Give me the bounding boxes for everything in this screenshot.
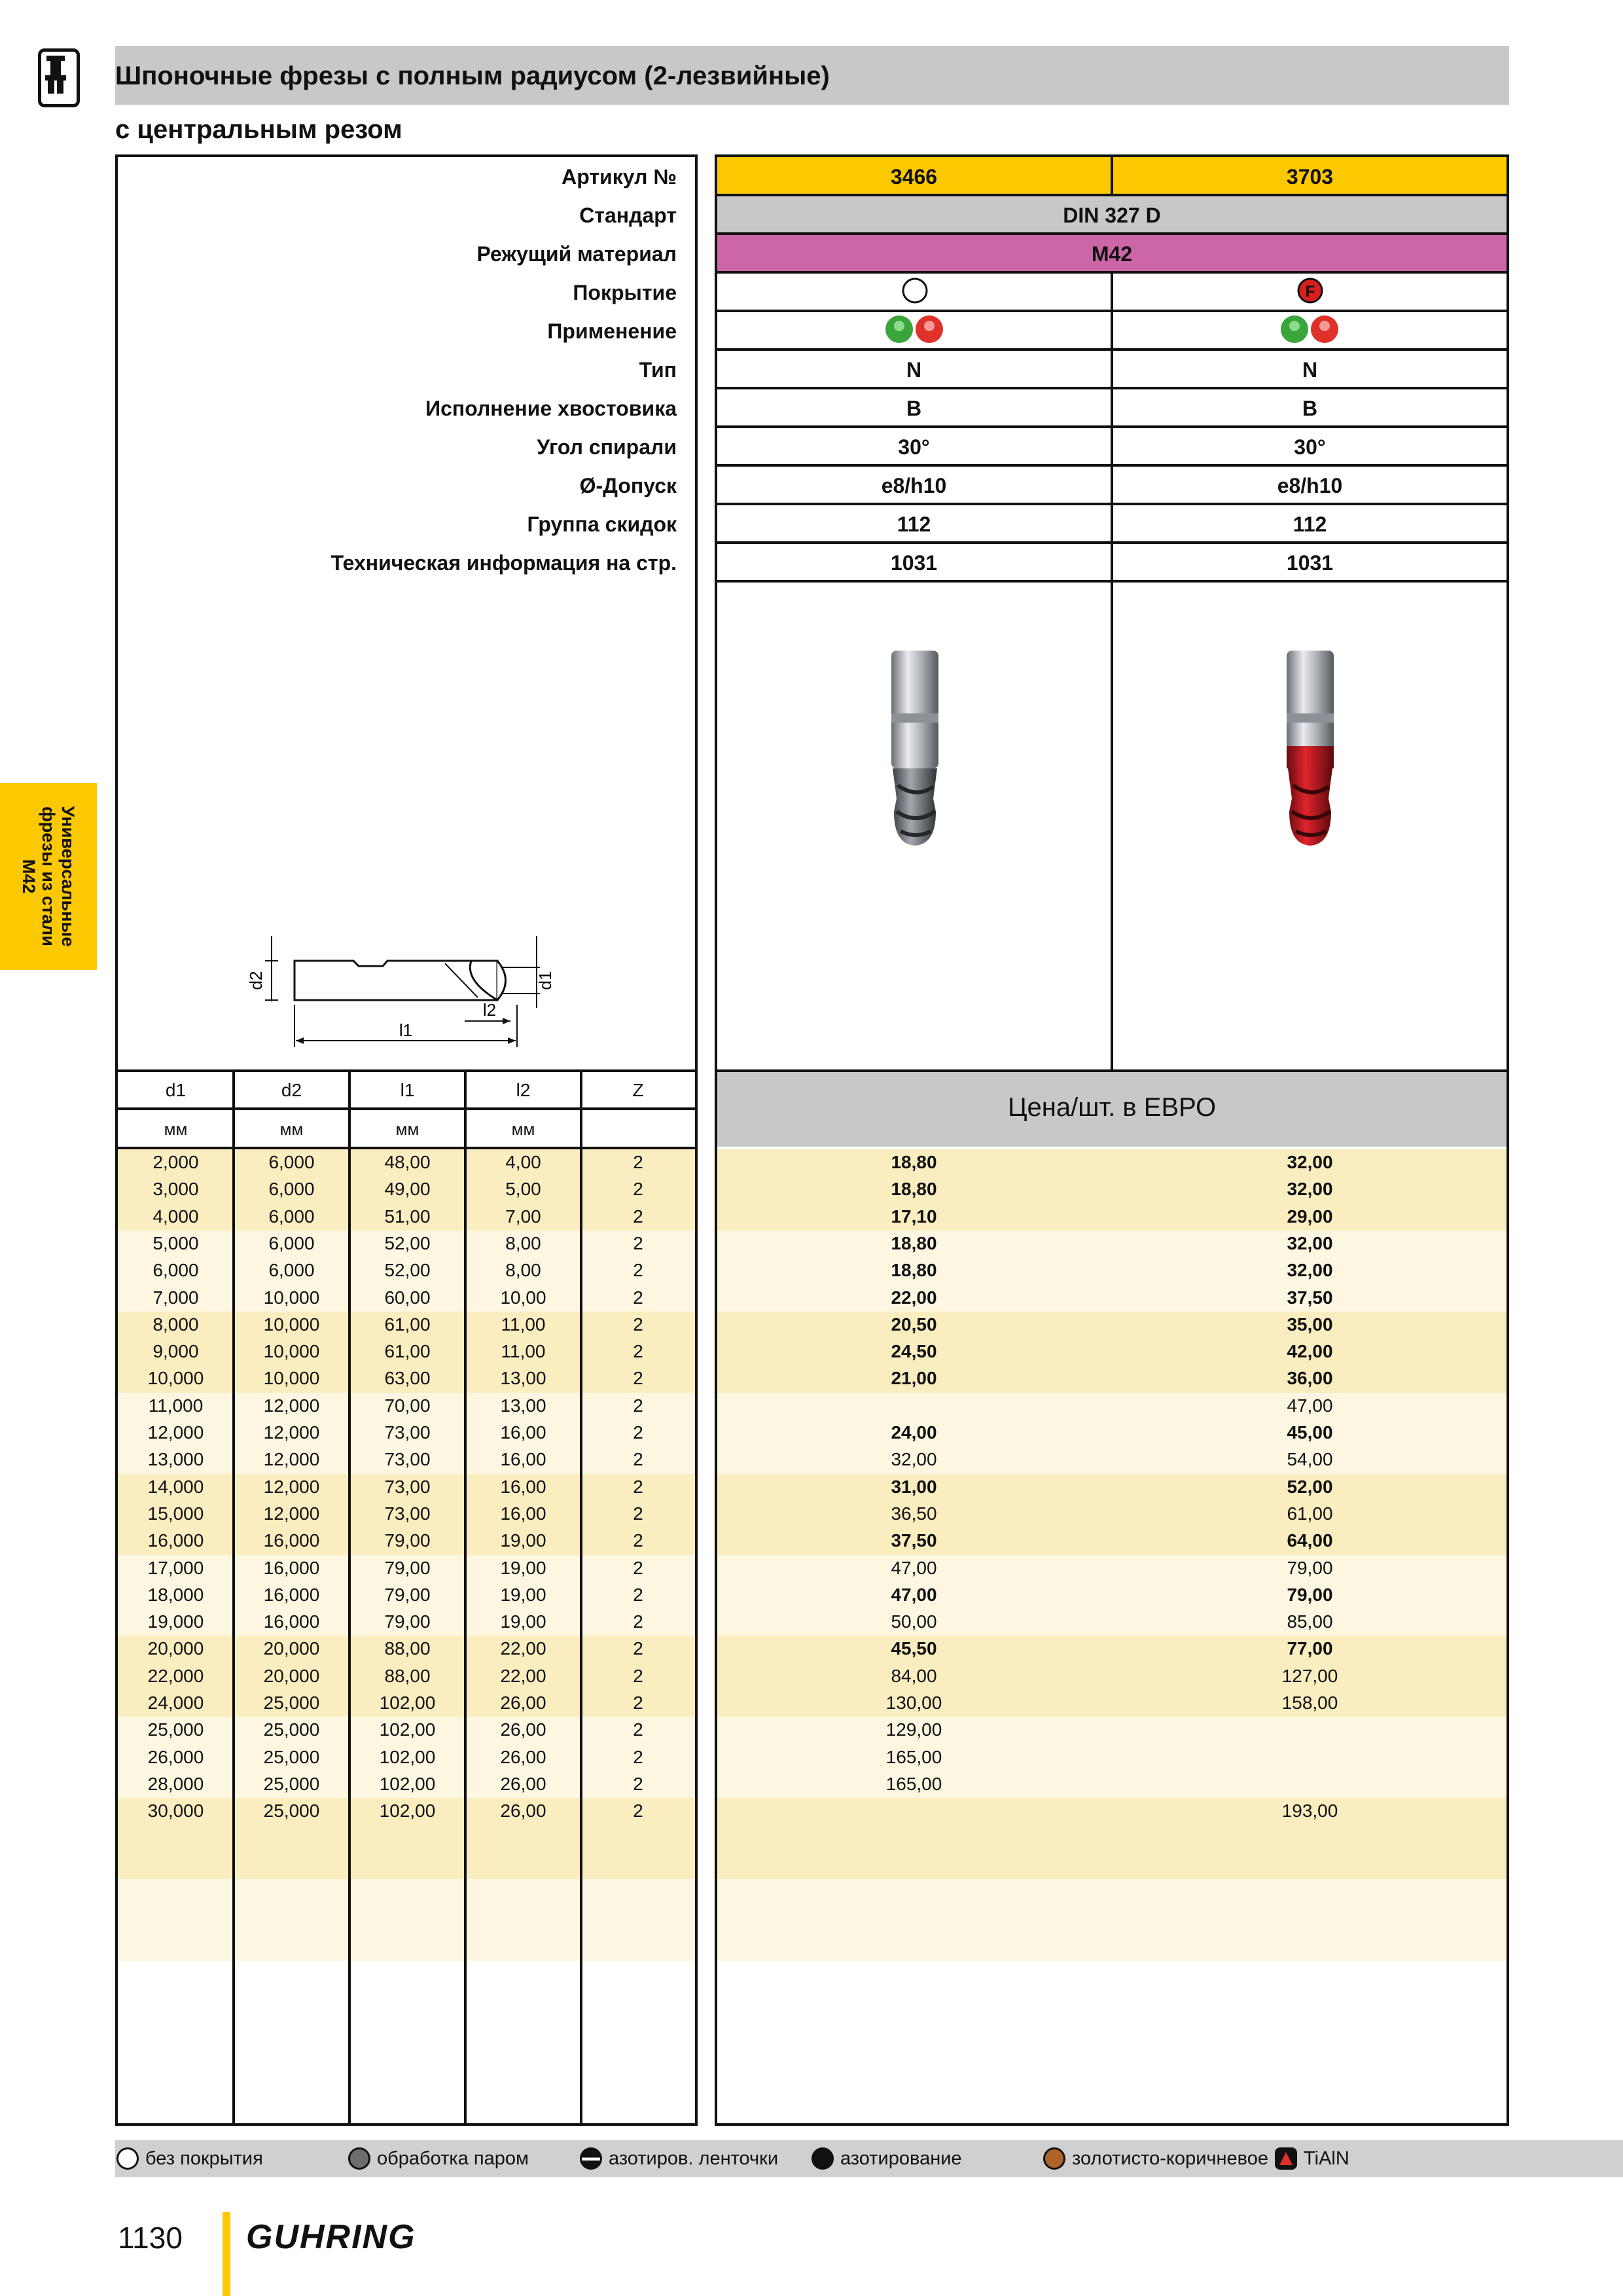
price-cell: 45,00 — [1287, 1422, 1333, 1443]
brand-logo-icon — [38, 48, 80, 107]
legend-label: обработка паром — [377, 2148, 529, 2169]
table-cell: 61,00 — [384, 1341, 431, 1362]
discount-value-3466: 112 — [897, 512, 931, 536]
price-cell: 24,00 — [891, 1422, 937, 1443]
table-cell: 10,00 — [500, 1287, 546, 1308]
price-cell: 32,00 — [1287, 1179, 1333, 1200]
column-divider — [348, 1072, 351, 2123]
table-cell: 13,00 — [500, 1395, 546, 1416]
table-cell: 22,00 — [500, 1638, 546, 1659]
table-cell: 2 — [633, 1665, 643, 1686]
table-row-band — [118, 1852, 695, 1880]
table-cell: 6,000 — [268, 1260, 315, 1281]
table-cell: 102,00 — [379, 1693, 436, 1713]
table-cell: 20,000 — [263, 1665, 320, 1686]
techinfo-value-3703: 1031 — [1286, 551, 1334, 575]
article-number-3466: 3466 — [890, 165, 938, 188]
price-row-band — [717, 1825, 1507, 1853]
tool-dimension-drawing — [246, 923, 576, 1054]
table-cell: 2 — [633, 1341, 643, 1362]
table-cell: 19,000 — [147, 1611, 204, 1632]
price-cell: 193,00 — [1281, 1801, 1338, 1821]
table-cell: 88,00 — [384, 1665, 431, 1686]
table-cell: 22,00 — [500, 1665, 546, 1686]
table-cell: 2 — [633, 1557, 643, 1578]
nitrided-land-icon — [580, 2147, 602, 2170]
legend-item — [348, 2140, 529, 2177]
price-cell: 17,10 — [891, 1206, 937, 1227]
price-cell: 129,00 — [885, 1719, 942, 1740]
table-cell: 8,000 — [152, 1314, 199, 1335]
table-cell: 25,000 — [263, 1693, 320, 1713]
page-number: 1130 — [118, 2221, 183, 2255]
price-cell: 84,00 — [891, 1665, 937, 1686]
price-cell: 64,00 — [1287, 1530, 1333, 1551]
label-application: Применение — [547, 319, 677, 343]
table-cell: 2 — [633, 1287, 643, 1308]
legend-item — [1043, 2140, 1268, 2177]
price-cell: 36,50 — [891, 1503, 937, 1524]
price-cell: 18,80 — [891, 1232, 937, 1253]
price-cell: 18,80 — [891, 1152, 937, 1172]
legend-label: золотисто-коричневое — [1072, 2148, 1268, 2169]
table-cell: 73,00 — [384, 1449, 431, 1470]
table-cell: 16,000 — [263, 1611, 320, 1632]
table-cell: 5,00 — [505, 1179, 541, 1200]
table-cell: 10,000 — [263, 1287, 320, 1308]
table-cell: 73,00 — [384, 1422, 431, 1443]
helix-value-3703: 30° — [1294, 435, 1326, 459]
table-cell: 4,000 — [152, 1206, 199, 1227]
table-cell: 24,000 — [147, 1693, 204, 1713]
table-cell: 2 — [633, 1693, 643, 1713]
price-cell: 32,00 — [1287, 1232, 1333, 1253]
price-cell: 47,00 — [891, 1584, 937, 1605]
table-cell: 2 — [633, 1476, 643, 1497]
table-cell: 14,000 — [147, 1476, 204, 1497]
label-shank: Исполнение хвостовика — [425, 397, 677, 420]
table-cell: 19,00 — [500, 1584, 546, 1605]
table-row-band — [118, 1825, 695, 1853]
price-cell: 36,00 — [1287, 1368, 1333, 1389]
price-cell: 45,50 — [891, 1638, 937, 1659]
price-cell: 32,00 — [1287, 1152, 1333, 1172]
table-cell: 12,000 — [263, 1503, 320, 1524]
shank-value-3466: B — [906, 397, 922, 420]
brand-wordmark: GUHRING — [246, 2218, 416, 2256]
price-row-band — [717, 1933, 1507, 1961]
coating-f-letter: F — [1305, 283, 1315, 300]
header-l1: l1 — [400, 1080, 415, 1100]
header-l2: l2 — [516, 1080, 531, 1100]
table-cell: 48,00 — [384, 1152, 431, 1172]
price-cell: 165,00 — [885, 1746, 942, 1767]
price-cell: 37,50 — [1287, 1287, 1333, 1308]
label-article: Артикул № — [562, 165, 677, 188]
table-cell: 2 — [633, 1530, 643, 1551]
table-cell: 73,00 — [384, 1476, 431, 1497]
dim-l2-label: l2 — [482, 1000, 497, 1020]
legend-label: азотирование — [840, 2148, 962, 2169]
table-cell: 26,00 — [500, 1693, 546, 1713]
table-cell: 20,000 — [263, 1638, 320, 1659]
table-cell: 2 — [633, 1314, 643, 1335]
table-cell: 12,000 — [263, 1422, 320, 1443]
price-cell: 52,00 — [1287, 1476, 1333, 1497]
standard-value: DIN 327 D — [1063, 204, 1161, 227]
table-cell: 11,000 — [148, 1395, 204, 1416]
application-dots-icon — [1277, 314, 1343, 344]
table-cell: 63,00 — [384, 1368, 431, 1389]
price-cell: 79,00 — [1287, 1557, 1333, 1578]
product-image-3466 — [877, 648, 955, 857]
table-cell: 19,00 — [500, 1611, 546, 1632]
price-cell: 22,00 — [891, 1287, 937, 1308]
label-discount: Группа скидок — [527, 512, 677, 536]
table-cell: 2 — [633, 1503, 643, 1524]
table-cell: 2 — [633, 1422, 643, 1443]
column-divider — [232, 1072, 235, 2123]
table-cell: 26,00 — [500, 1719, 546, 1740]
label-coating: Покрытие — [573, 281, 677, 304]
table-cell: 52,00 — [384, 1260, 431, 1281]
unit-l2: мм — [511, 1119, 535, 1139]
table-cell: 11,00 — [501, 1341, 546, 1362]
table-cell: 7,000 — [152, 1287, 199, 1308]
table-cell: 2 — [633, 1638, 643, 1659]
price-cell: 35,00 — [1287, 1314, 1333, 1335]
table-cell: 25,000 — [263, 1773, 320, 1794]
table-cell: 60,00 — [384, 1287, 431, 1308]
table-cell: 30,000 — [147, 1801, 204, 1821]
table-cell: 10,000 — [263, 1368, 320, 1389]
table-row-band — [118, 1906, 695, 1933]
label-material: Режущий материал — [476, 242, 677, 266]
tolerance-value-3466: e8/h10 — [881, 474, 947, 497]
table-cell: 28,000 — [147, 1773, 204, 1794]
price-cell: 21,00 — [891, 1368, 937, 1389]
table-cell: 26,00 — [500, 1773, 546, 1794]
unit-l1: мм — [395, 1119, 419, 1139]
label-techinfo: Техническая информация на стр. — [330, 551, 677, 575]
price-row-band — [717, 1906, 1507, 1933]
price-cell: 31,00 — [891, 1476, 937, 1497]
table-cell: 16,00 — [500, 1503, 546, 1524]
table-cell: 79,00 — [384, 1611, 431, 1632]
dim-d1-label: d1 — [535, 971, 555, 990]
header-z: Z — [632, 1080, 644, 1100]
table-cell: 16,00 — [500, 1476, 546, 1497]
label-helix: Угол спирали — [537, 435, 677, 459]
table-cell: 20,000 — [147, 1638, 204, 1659]
material-value: M42 — [1091, 242, 1133, 266]
table-cell: 6,000 — [268, 1152, 315, 1172]
steam-treated-icon — [348, 2147, 370, 2170]
price-cell: 20,50 — [891, 1314, 937, 1335]
table-cell: 26,00 — [500, 1746, 546, 1767]
table-cell: 25,000 — [263, 1719, 320, 1740]
label-tolerance: Ø-Допуск — [579, 474, 677, 497]
table-cell: 2 — [633, 1206, 643, 1227]
table-cell: 2 — [633, 1801, 643, 1821]
price-cell: 42,00 — [1287, 1341, 1333, 1362]
table-cell: 2 — [633, 1368, 643, 1389]
table-cell: 12,000 — [263, 1449, 320, 1470]
table-cell: 3,000 — [152, 1179, 199, 1200]
price-cell: 32,00 — [891, 1449, 937, 1470]
type-value-3466: N — [906, 358, 922, 382]
table-cell: 12,000 — [263, 1395, 320, 1416]
table-cell: 2 — [633, 1746, 643, 1767]
table-cell: 9,000 — [152, 1341, 199, 1362]
table-cell: 19,00 — [500, 1557, 546, 1578]
price-cell: 165,00 — [885, 1773, 942, 1794]
discount-value-3703: 112 — [1293, 512, 1327, 536]
legend-label: TiAlN — [1304, 2148, 1349, 2169]
price-cell: 79,00 — [1287, 1584, 1333, 1605]
label-type: Тип — [639, 358, 677, 382]
price-cell: 32,00 — [1287, 1260, 1333, 1281]
price-cell: 127,00 — [1281, 1665, 1338, 1686]
table-cell: 17,000 — [147, 1557, 204, 1578]
table-cell: 25,000 — [263, 1801, 320, 1821]
price-cell: 61,00 — [1287, 1503, 1333, 1524]
table-cell: 8,00 — [505, 1260, 541, 1281]
table-cell: 61,00 — [384, 1314, 431, 1335]
table-cell: 102,00 — [379, 1801, 436, 1821]
dim-l1-label: l1 — [399, 1020, 413, 1040]
table-cell: 2 — [633, 1152, 643, 1172]
table-cell: 16,00 — [500, 1449, 546, 1470]
legend-item — [1275, 2140, 1349, 2177]
table-cell: 10,000 — [263, 1341, 320, 1362]
table-cell: 25,000 — [263, 1746, 320, 1767]
table-cell: 16,000 — [147, 1530, 204, 1551]
table-row-band — [118, 1933, 695, 1961]
table-cell: 18,000 — [147, 1584, 204, 1605]
type-value-3703: N — [1302, 358, 1318, 382]
unit-d1: мм — [164, 1119, 188, 1139]
table-cell: 2 — [633, 1611, 643, 1632]
page-subtitle: с центральным резом — [115, 115, 402, 144]
table-cell: 2 — [633, 1584, 643, 1605]
table-cell: 15,000 — [147, 1503, 204, 1524]
table-cell: 6,000 — [268, 1206, 315, 1227]
table-cell: 79,00 — [384, 1584, 431, 1605]
table-cell: 16,00 — [500, 1422, 546, 1443]
table-cell: 49,00 — [384, 1179, 431, 1200]
techinfo-value-3466: 1031 — [890, 551, 938, 575]
table-cell: 2 — [633, 1449, 643, 1470]
price-cell: 47,00 — [891, 1557, 937, 1578]
table-cell: 22,000 — [147, 1665, 204, 1686]
price-cell: 54,00 — [1287, 1449, 1333, 1470]
table-cell: 2 — [633, 1719, 643, 1740]
table-cell: 2 — [633, 1395, 643, 1416]
price-cell: 37,50 — [891, 1530, 937, 1551]
table-cell: 26,00 — [500, 1801, 546, 1821]
price-cell: 85,00 — [1287, 1611, 1333, 1632]
table-cell: 13,00 — [500, 1368, 546, 1389]
table-cell: 25,000 — [147, 1719, 204, 1740]
helix-value-3466: 30° — [898, 435, 930, 459]
table-cell: 2,000 — [152, 1152, 199, 1172]
price-cell: 18,80 — [891, 1260, 937, 1281]
column-divider — [464, 1072, 467, 2123]
page-title: Шпоночные фрезы с полным радиусом (2-лезвийные) — [115, 62, 830, 90]
legend-item — [812, 2140, 962, 2177]
price-cell: 18,80 — [891, 1179, 937, 1200]
table-cell: 7,00 — [505, 1206, 541, 1227]
table-cell: 16,000 — [263, 1557, 320, 1578]
table-cell: 16,000 — [263, 1584, 320, 1605]
header-d2: d2 — [281, 1080, 302, 1100]
price-cell: 158,00 — [1281, 1693, 1338, 1713]
table-cell: 11,00 — [501, 1314, 546, 1335]
table-cell: 16,000 — [263, 1530, 320, 1551]
product-image-3703 — [1272, 648, 1351, 857]
table-cell: 73,00 — [384, 1503, 431, 1524]
legend-label: без покрытия — [145, 2148, 263, 2169]
tialn-icon — [1275, 2147, 1297, 2170]
price-cell: 47,00 — [1287, 1395, 1333, 1416]
dim-d2-label: d2 — [246, 971, 266, 990]
nitrided-icon — [812, 2147, 834, 2170]
legend-item — [116, 2140, 263, 2177]
table-cell: 2 — [633, 1260, 643, 1281]
table-cell: 102,00 — [379, 1719, 436, 1740]
header-d1: d1 — [165, 1080, 187, 1100]
table-cell: 6,000 — [268, 1179, 315, 1200]
column-divider — [580, 1072, 582, 2123]
gold-brown-icon — [1043, 2147, 1065, 2170]
footer-accent-bar — [223, 2212, 230, 2296]
legend-item — [580, 2140, 778, 2177]
table-cell: 2 — [633, 1179, 643, 1200]
table-cell: 10,000 — [147, 1368, 204, 1389]
table-cell: 52,00 — [384, 1232, 431, 1253]
coating-f-icon — [1296, 277, 1324, 304]
table-cell: 70,00 — [384, 1395, 431, 1416]
table-cell: 51,00 — [384, 1206, 431, 1227]
price-cell: 130,00 — [885, 1693, 942, 1713]
category-side-tab-label: Универсальные фрезы из стали M42 — [19, 806, 78, 947]
table-cell: 10,000 — [263, 1314, 320, 1335]
table-cell: 79,00 — [384, 1530, 431, 1551]
tolerance-value-3703: e8/h10 — [1277, 474, 1343, 497]
table-cell: 12,000 — [147, 1422, 204, 1443]
table-cell: 88,00 — [384, 1638, 431, 1659]
table-cell: 13,000 — [147, 1449, 204, 1470]
table-cell: 19,00 — [500, 1530, 546, 1551]
uncoated-circle-icon — [116, 2147, 139, 2170]
price-header: Цена/шт. в ЕВРО — [1007, 1093, 1217, 1122]
table-cell: 8,00 — [505, 1232, 541, 1253]
legend-label: азотиров. ленточки — [609, 2148, 779, 2169]
price-row-band — [717, 1852, 1507, 1880]
table-row-band — [118, 1879, 695, 1907]
table-cell: 2 — [633, 1232, 643, 1253]
table-cell: 79,00 — [384, 1557, 431, 1578]
uncoated-circle-icon — [901, 277, 929, 304]
table-cell: 26,000 — [147, 1746, 204, 1767]
application-dots-icon — [882, 314, 948, 344]
table-cell: 5,000 — [152, 1232, 199, 1253]
table-cell: 6,000 — [152, 1260, 199, 1281]
price-row-band — [717, 1879, 1507, 1907]
price-cell: 24,50 — [891, 1341, 937, 1362]
article-number-3703: 3703 — [1286, 165, 1334, 188]
price-cell: 77,00 — [1287, 1638, 1333, 1659]
table-cell: 102,00 — [379, 1773, 436, 1794]
label-standard: Стандарт — [579, 204, 677, 227]
table-cell: 4,00 — [505, 1152, 541, 1172]
table-cell: 2 — [633, 1773, 643, 1794]
shank-value-3703: B — [1302, 397, 1318, 420]
price-cell: 29,00 — [1287, 1206, 1333, 1227]
table-cell: 12,000 — [263, 1476, 320, 1497]
table-cell: 6,000 — [268, 1232, 315, 1253]
price-cell: 50,00 — [891, 1611, 937, 1632]
unit-d2: мм — [279, 1119, 304, 1139]
table-cell: 102,00 — [379, 1746, 436, 1767]
